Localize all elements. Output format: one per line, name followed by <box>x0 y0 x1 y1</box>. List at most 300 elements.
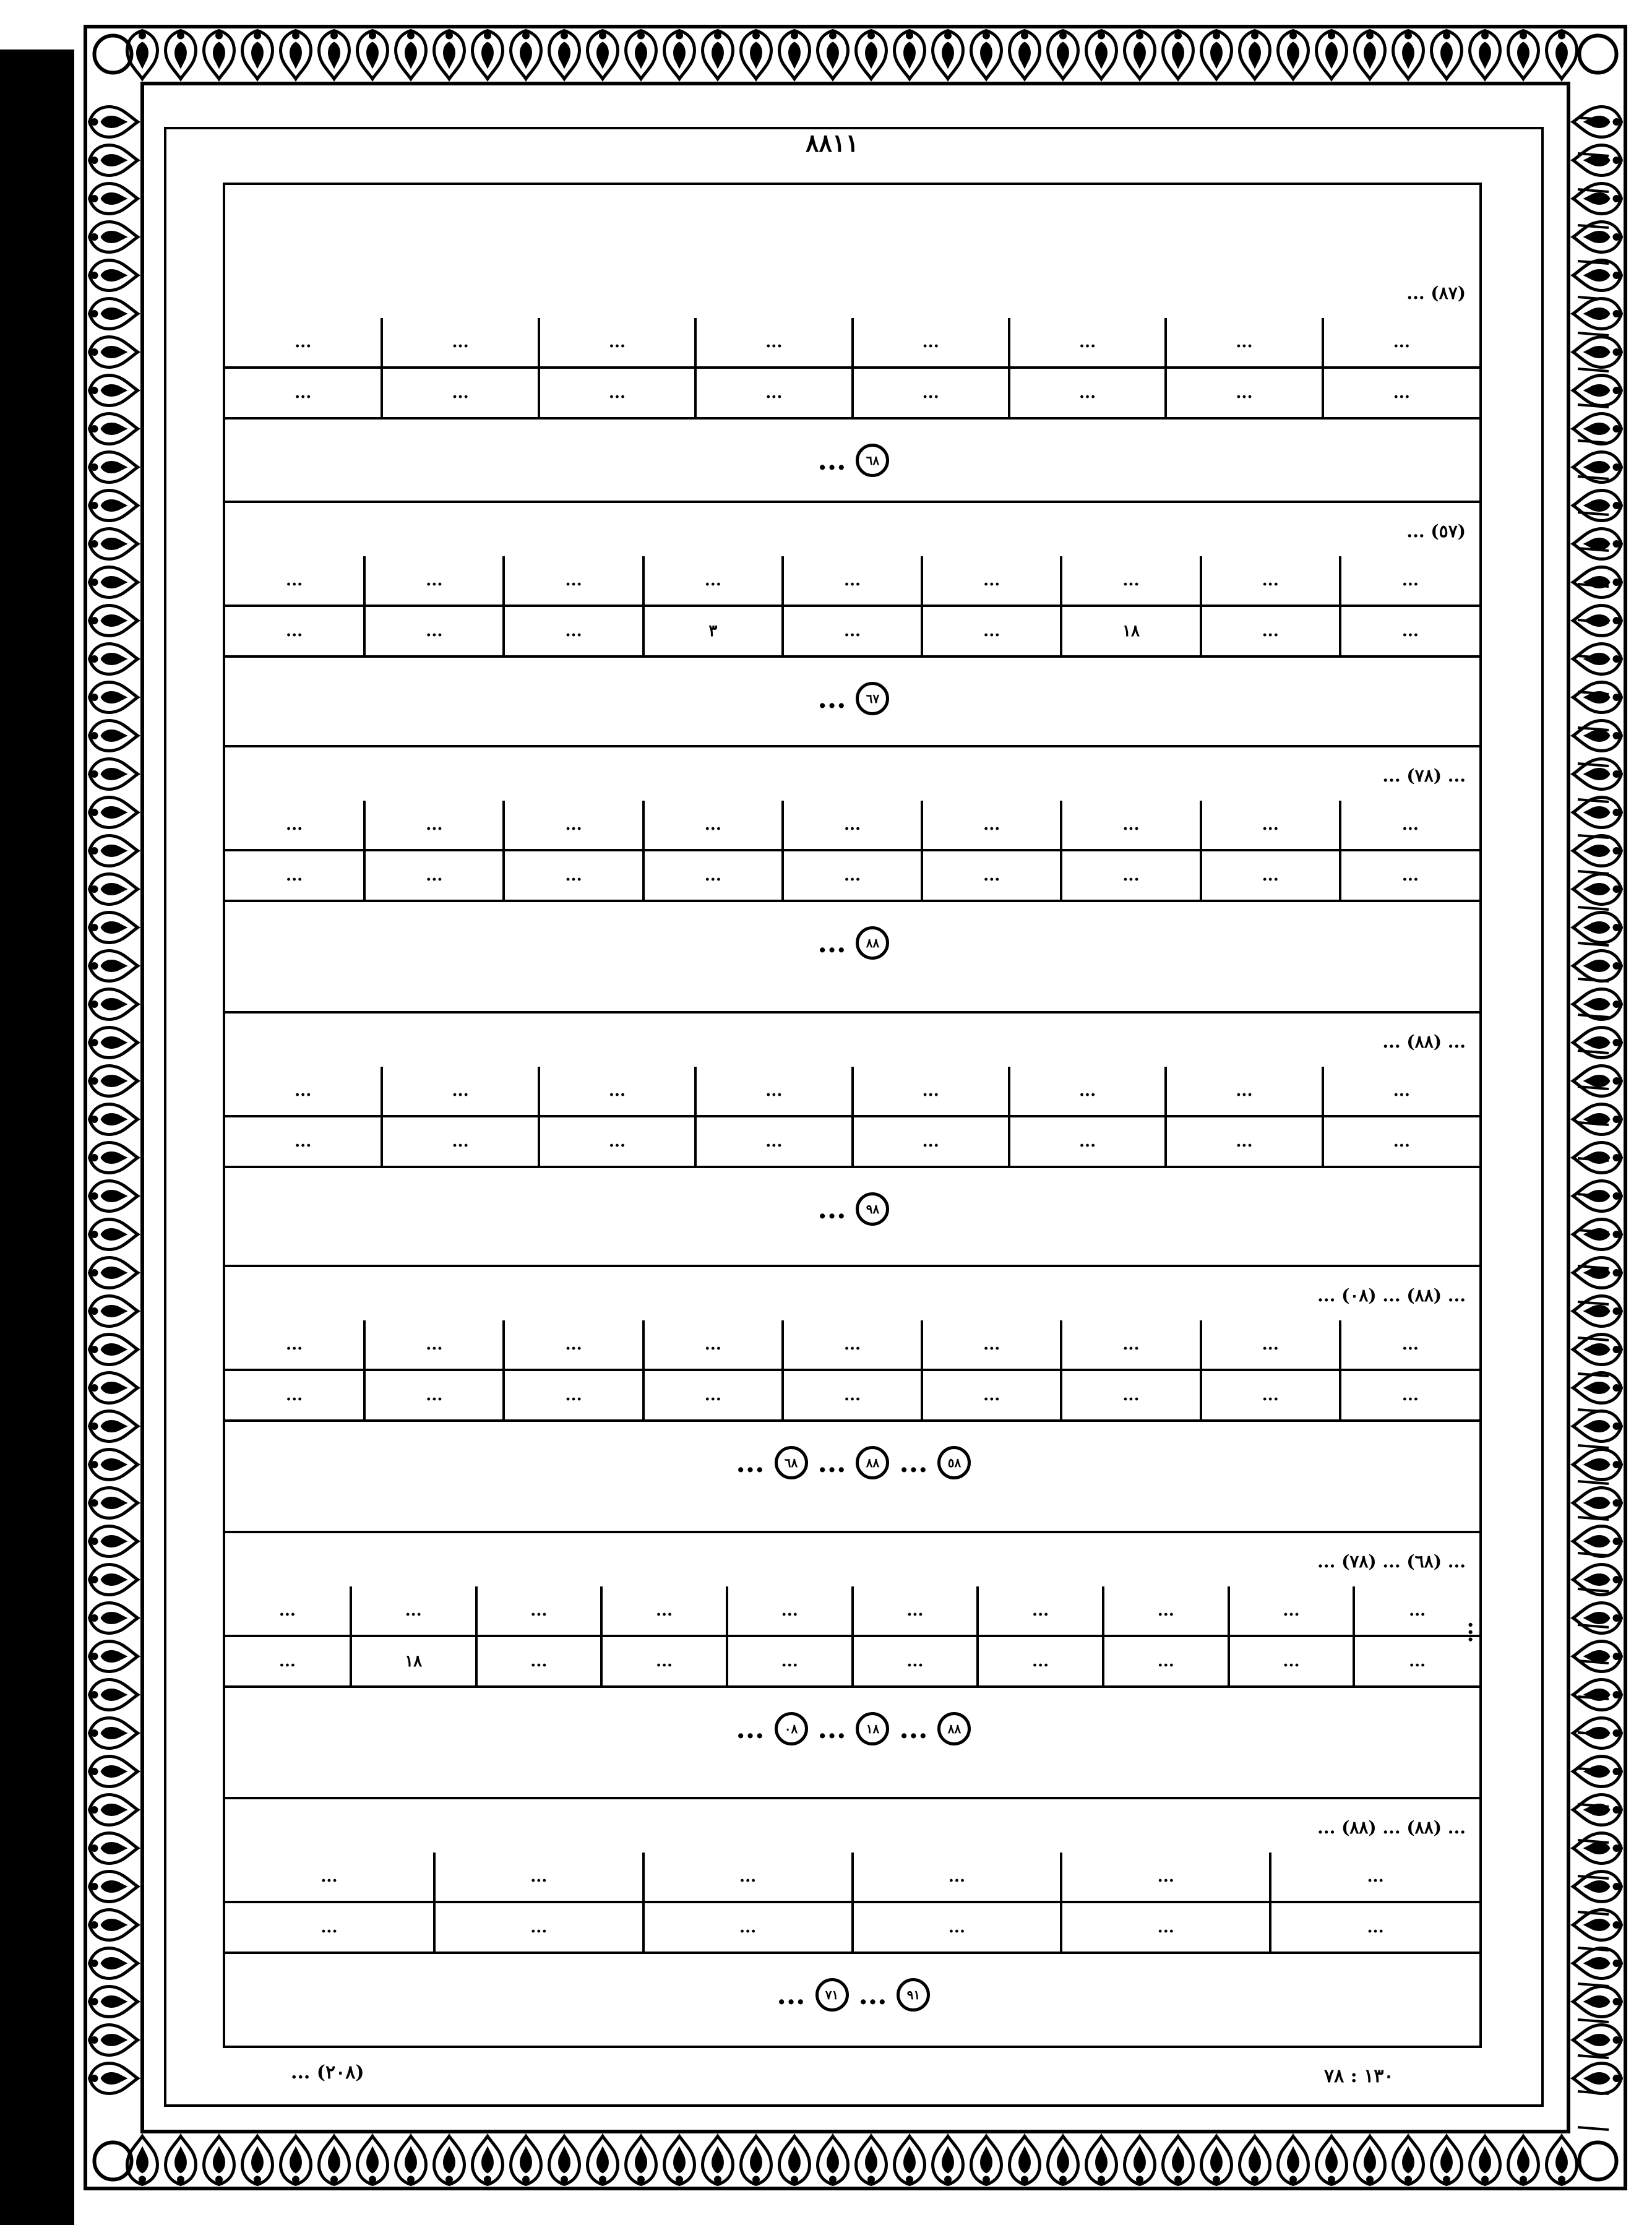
heading-text: ... <box>817 682 846 715</box>
table-cell: ... <box>922 1320 1061 1370</box>
table-cell: ... <box>225 850 364 901</box>
table-cell: ... <box>351 1586 476 1636</box>
section-heading <box>225 665 1479 733</box>
border-motif <box>473 2137 503 2185</box>
table-cell: ... <box>643 1370 783 1421</box>
prose-line: ... (٨٨) ... (٠٨) ... <box>1317 1285 1466 1306</box>
border-motif <box>90 452 138 483</box>
table-cell: ... <box>1061 1370 1200 1421</box>
section-heading <box>225 1695 1479 1763</box>
table-cell: ... <box>1166 368 1322 418</box>
border-motif <box>243 31 273 79</box>
section-heading <box>225 426 1479 494</box>
border-motif <box>90 2064 138 2094</box>
table-value-row <box>225 1902 1479 1953</box>
border-motif <box>818 31 848 79</box>
table-cell: ... <box>225 318 382 368</box>
margin-tick <box>1578 118 1609 120</box>
entry-table <box>225 318 1479 420</box>
table-cell: ... <box>783 1370 922 1421</box>
table-cell: ... <box>1229 1586 1354 1636</box>
border-motif <box>1508 31 1539 79</box>
table-cell: ... <box>364 1370 504 1421</box>
table-cell: ... <box>382 1116 538 1167</box>
table-cell: ... <box>922 606 1061 656</box>
table-cell: ... <box>382 368 538 418</box>
border-motif <box>90 836 138 866</box>
entry-table <box>225 1067 1479 1168</box>
table-cell: ... <box>783 850 922 901</box>
heading-text: ... <box>817 1713 846 1745</box>
border-motif <box>856 31 887 79</box>
margin-tick <box>1578 1445 1609 1448</box>
section-rule <box>225 1011 1479 1014</box>
border-motif <box>1355 31 1385 79</box>
table-cell: ... <box>476 1636 602 1687</box>
section-rule <box>225 1265 1479 1267</box>
table-cell: ... <box>783 606 922 656</box>
table-value-row <box>225 606 1479 656</box>
table-cell: ... <box>504 801 643 850</box>
heading-text: ... <box>817 444 846 476</box>
margin-tick <box>1578 1697 1609 1699</box>
border-motif <box>511 31 541 79</box>
prose-line: ... (٨٨) ... <box>1382 1031 1466 1052</box>
table-cell: ... <box>1166 1116 1322 1167</box>
table-header-row <box>225 1320 1479 1370</box>
section-rule <box>225 501 1479 503</box>
border-motif <box>90 107 138 137</box>
heading-text: ... <box>817 927 846 959</box>
border-motif <box>1048 31 1078 79</box>
border-motif <box>1547 31 1577 79</box>
border-motif <box>90 1104 138 1135</box>
border-motif <box>90 1258 138 1288</box>
heading-text: ... <box>899 1713 928 1745</box>
border-motif <box>319 2137 350 2185</box>
table-cell: ... <box>382 1067 538 1116</box>
table-cell: ... <box>727 1586 853 1636</box>
border-motif <box>1278 2137 1309 2185</box>
verse-number-medal: ٦٧ <box>856 682 889 715</box>
section-heading <box>225 1175 1479 1243</box>
table-cell: ... <box>1061 556 1200 606</box>
table-cell: ٣ <box>643 606 783 656</box>
table-cell: ... <box>1340 1370 1479 1421</box>
border-motif <box>90 1833 138 1864</box>
margin-tick <box>1578 2127 1609 2130</box>
verse-number-medal: ٨٨ <box>856 926 889 960</box>
margin-tick <box>1578 1015 1609 1017</box>
margin-tick <box>1578 764 1609 766</box>
border-motif <box>1010 31 1040 79</box>
margin-tick <box>1578 1409 1609 1412</box>
table-cell: ... <box>1201 1370 1340 1421</box>
border-motif <box>319 31 350 79</box>
table-cell: ... <box>1323 1116 1479 1167</box>
border-motif <box>90 2025 138 2055</box>
margin-tick <box>1578 979 1609 981</box>
border-motif <box>90 1335 138 1365</box>
border-motif <box>1048 2137 1078 2185</box>
table-cell: ... <box>1061 801 1200 850</box>
table-cell: ... <box>364 556 504 606</box>
table-cell: ... <box>1340 801 1479 850</box>
border-motif <box>971 2137 1002 2185</box>
border-motif <box>473 31 503 79</box>
verse-number-medal: ٦٨ <box>856 444 889 477</box>
table-cell: ... <box>1061 1320 1200 1370</box>
border-motif <box>665 2137 695 2185</box>
border-motif <box>1508 2137 1539 2185</box>
table-header-row <box>225 1853 1479 1902</box>
table-cell: ... <box>853 1116 1009 1167</box>
heading-text: ... <box>777 1979 806 2011</box>
table-cell: ... <box>504 850 643 901</box>
border-motif <box>90 989 138 1020</box>
border-motif <box>90 682 138 713</box>
margin-tick <box>1578 1912 1609 1914</box>
border-motif <box>626 31 656 79</box>
border-motif <box>1202 2137 1232 2185</box>
table-cell: ... <box>225 1636 351 1687</box>
border-motif <box>90 1181 138 1211</box>
border-motif <box>90 145 138 176</box>
margin-tick <box>1578 1589 1609 1591</box>
margin-tick <box>1578 1625 1609 1627</box>
table-cell: ... <box>853 318 1009 368</box>
table-cell: ... <box>1270 1853 1479 1902</box>
table-cell: ... <box>225 1067 382 1116</box>
border-motif <box>204 2137 234 2185</box>
border-motif <box>90 184 138 214</box>
border-motif <box>90 1948 138 1979</box>
border-motif <box>90 1066 138 1096</box>
border-motif <box>549 2137 580 2185</box>
table-cell: ... <box>1201 1320 1340 1370</box>
table-cell: ... <box>1354 1586 1479 1636</box>
margin-tick <box>1578 261 1609 264</box>
border-motif <box>434 2137 465 2185</box>
margin-tick <box>1578 1804 1609 1807</box>
table-cell: ... <box>1340 606 1479 656</box>
table-cell: ... <box>643 1853 853 1902</box>
margin-tick <box>1578 333 1609 335</box>
table-cell: ... <box>539 368 695 418</box>
prose-line: (٥٧) ... <box>1406 521 1466 541</box>
border-motif <box>281 31 311 79</box>
prose-line: ... (٦٨) ... (٧٨) ... <box>1317 1551 1466 1572</box>
margin-tick <box>1578 1948 1609 1950</box>
border-motif <box>933 31 963 79</box>
section-heading <box>225 1961 1479 2029</box>
margin-tick <box>1578 2020 1609 2022</box>
heading-text: ... <box>736 1447 765 1479</box>
table-cell: ... <box>922 801 1061 850</box>
border-motif <box>90 1757 138 1787</box>
border-motif <box>358 2137 388 2185</box>
table-cell: ... <box>225 368 382 418</box>
border-motif <box>549 31 580 79</box>
border-motif <box>90 1910 138 1940</box>
border-motif <box>1125 2137 1155 2185</box>
border-motif <box>90 1373 138 1403</box>
entry-table <box>225 1320 1479 1422</box>
border-motif <box>511 2137 541 2185</box>
border-motif <box>780 2137 810 2185</box>
margin-tick <box>1578 1517 1609 1520</box>
border-motif <box>243 2137 273 2185</box>
heading-text: ... <box>899 1447 928 1479</box>
heading-text: ... <box>817 1193 846 1225</box>
table-cell: ... <box>364 606 504 656</box>
margin-tick <box>1578 2091 1609 2094</box>
section-rule <box>225 1531 1479 1533</box>
section-heading <box>225 909 1479 977</box>
margin-tick <box>1578 1374 1609 1376</box>
margin-tick <box>1578 1553 1609 1556</box>
verse-number-medal: ٥٨ <box>937 1446 971 1479</box>
border-motif <box>90 798 138 828</box>
border-motif <box>90 414 138 444</box>
margin-tick <box>1578 1230 1609 1233</box>
margin-tick <box>1578 620 1609 622</box>
table-cell: ... <box>225 1902 434 1953</box>
table-cell: ... <box>601 1586 727 1636</box>
border-motif <box>1432 31 1462 79</box>
margin-tick <box>1578 835 1609 838</box>
table-cell: ... <box>504 1370 643 1421</box>
table-cell: ... <box>922 556 1061 606</box>
table-cell: ... <box>922 1370 1061 1421</box>
table-cell: ... <box>783 801 922 850</box>
table-cell: ... <box>643 1320 783 1370</box>
border-motif <box>90 1488 138 1518</box>
border-motif <box>90 1296 138 1327</box>
table-cell: ... <box>1061 1853 1270 1902</box>
table-cell: ... <box>1340 1320 1479 1370</box>
border-motif <box>1432 2137 1462 2185</box>
table-cell: ... <box>601 1636 727 1687</box>
table-cell: ... <box>1229 1636 1354 1687</box>
entry-table <box>225 801 1479 902</box>
border-motif <box>895 2137 925 2185</box>
border-motif <box>856 2137 887 2185</box>
border-motif <box>358 31 388 79</box>
border-motif <box>1163 2137 1194 2185</box>
table-cell: ... <box>1323 1067 1479 1116</box>
table-cell: ... <box>539 318 695 368</box>
table-cell: ... <box>1201 556 1340 606</box>
border-motif <box>90 644 138 674</box>
margin-tick <box>1578 548 1609 551</box>
table-header-row <box>225 556 1479 606</box>
border-motif <box>90 721 138 751</box>
margin-tick <box>1578 728 1609 730</box>
table-cell: ... <box>1323 368 1479 418</box>
margin-tick <box>1578 907 1609 910</box>
table-cell: ... <box>853 1902 1062 1953</box>
table-cell: ... <box>225 1586 351 1636</box>
table-header-row <box>225 1067 1479 1116</box>
border-motif <box>90 222 138 252</box>
table-cell: ... <box>853 1853 1062 1902</box>
margin-tick <box>1578 369 1609 371</box>
margin-tick <box>1578 1194 1609 1197</box>
table-cell: ... <box>539 1067 695 1116</box>
border-motif <box>818 2137 848 2185</box>
margin-tick <box>1578 871 1609 874</box>
table-cell: ... <box>225 801 364 850</box>
table-cell: ... <box>643 1902 853 1953</box>
table-cell: ... <box>1323 318 1479 368</box>
border-motif <box>90 1642 138 1672</box>
table-cell: ... <box>853 1067 1009 1116</box>
table-cell: ... <box>853 1636 978 1687</box>
section-heading <box>225 1429 1479 1497</box>
margin-tick <box>1578 441 1609 443</box>
margin-tick <box>1578 1158 1609 1161</box>
border-motif <box>90 260 138 291</box>
border-motif <box>626 2137 656 2185</box>
table-cell: ... <box>504 1320 643 1370</box>
margin-tick <box>1578 476 1609 479</box>
entry-table <box>225 1853 1479 1954</box>
verse-number-medal: ٨٨ <box>856 1446 889 1479</box>
margin-tick <box>1578 1768 1609 1771</box>
section-rule <box>225 1797 1479 1799</box>
verse-number-medal: ٩١ <box>897 1978 930 2012</box>
verse-number-medal: ٨٨ <box>937 1712 971 1745</box>
margin-tick <box>1578 692 1609 694</box>
border-motif <box>1125 31 1155 79</box>
margin-tick <box>1578 1302 1609 1304</box>
table-cell: ... <box>1061 850 1200 901</box>
table-cell: ... <box>1354 1636 1479 1687</box>
table-cell: ... <box>1166 318 1322 368</box>
border-motif <box>1393 31 1424 79</box>
border-motif <box>90 1450 138 1480</box>
border-motif <box>281 2137 311 2185</box>
table-header-row <box>225 801 1479 850</box>
table-cell: ... <box>1009 318 1166 368</box>
table-cell: ... <box>1201 801 1340 850</box>
table-cell: ... <box>1009 368 1166 418</box>
margin-tick <box>1578 1984 1609 1986</box>
border-motif <box>90 1680 138 1710</box>
border-motif <box>90 606 138 636</box>
table-cell: ... <box>1103 1636 1229 1687</box>
table-cell: ... <box>1201 606 1340 656</box>
border-motif <box>90 567 138 598</box>
border-corner-rosette <box>1580 36 1617 73</box>
border-motif <box>90 1143 138 1173</box>
border-motif <box>90 913 138 943</box>
table-cell: ... <box>978 1636 1103 1687</box>
table-cell: ... <box>504 556 643 606</box>
border-motif <box>90 1526 138 1557</box>
table-cell: ... <box>1009 1116 1166 1167</box>
margin-tick <box>1578 405 1609 407</box>
margin-tick <box>1578 1876 1609 1879</box>
margin-tick <box>1578 225 1609 228</box>
footer-note: (٢٠٨) ... <box>291 2062 364 2083</box>
border-motif <box>396 2137 426 2185</box>
border-motif <box>1086 2137 1117 2185</box>
table-cell: ... <box>1061 1902 1270 1953</box>
table-value-row <box>225 850 1479 901</box>
margin-tick <box>1578 189 1609 192</box>
table-cell: ... <box>643 556 783 606</box>
border-motif <box>90 299 138 329</box>
content-box <box>223 183 1482 2048</box>
border-motif <box>166 2137 196 2185</box>
table-value-row <box>225 1370 1479 1421</box>
table-cell: ... <box>1009 1067 1166 1116</box>
margin-tick <box>1578 512 1609 515</box>
table-cell: ... <box>382 318 538 368</box>
border-motif <box>895 31 925 79</box>
margin-tick <box>1578 153 1609 156</box>
border-motif <box>780 31 810 79</box>
margin-tick <box>1578 1051 1609 1053</box>
border-motif <box>933 2137 963 2185</box>
border-motif <box>1240 2137 1270 2185</box>
border-motif <box>703 2137 733 2185</box>
margin-tick <box>1578 2055 1609 2058</box>
border-motif <box>588 31 618 79</box>
prose-line: ... (٨٨) ... (٨٨) ... <box>1317 1817 1466 1838</box>
margin-tick <box>1578 1732 1609 1735</box>
border-motif <box>90 1411 138 1442</box>
entry-table <box>225 1586 1479 1688</box>
table-cell: ... <box>364 801 504 850</box>
border-motif <box>90 1987 138 2017</box>
margin-tick <box>1578 1266 1609 1268</box>
margin-tick <box>1578 943 1609 945</box>
border-motif <box>741 2137 772 2185</box>
table-cell: ... <box>225 606 364 656</box>
border-motif <box>1010 2137 1040 2185</box>
table-cell: ... <box>695 318 852 368</box>
border-motif <box>1355 2137 1385 2185</box>
table-cell: ... <box>434 1853 643 1902</box>
border-motif <box>90 874 138 905</box>
border-motif <box>90 759 138 790</box>
table-cell: ... <box>364 1320 504 1370</box>
table-cell: ... <box>1103 1586 1229 1636</box>
table-cell: ... <box>1166 1067 1322 1116</box>
table-cell: ... <box>1201 850 1340 901</box>
table-cell: ... <box>695 368 852 418</box>
margin-tick <box>1578 656 1609 658</box>
border-motif <box>1470 2137 1500 2185</box>
footer-page-ref: ١٣٠ : ٧٨ <box>1324 2065 1394 2087</box>
table-cell: ... <box>727 1636 853 1687</box>
border-motif <box>741 31 772 79</box>
margin-tick-marks <box>1572 111 1621 2153</box>
table-cell: ... <box>434 1902 643 1953</box>
border-motif <box>90 1565 138 1595</box>
heading-text: ... <box>736 1713 765 1745</box>
border-motif <box>971 31 1002 79</box>
border-motif <box>90 951 138 981</box>
border-motif <box>1393 2137 1424 2185</box>
border-motif <box>434 31 465 79</box>
heading-text: ... <box>858 1979 887 2011</box>
border-motif <box>90 1220 138 1250</box>
verse-number-medal: ٦٨ <box>775 1446 808 1479</box>
